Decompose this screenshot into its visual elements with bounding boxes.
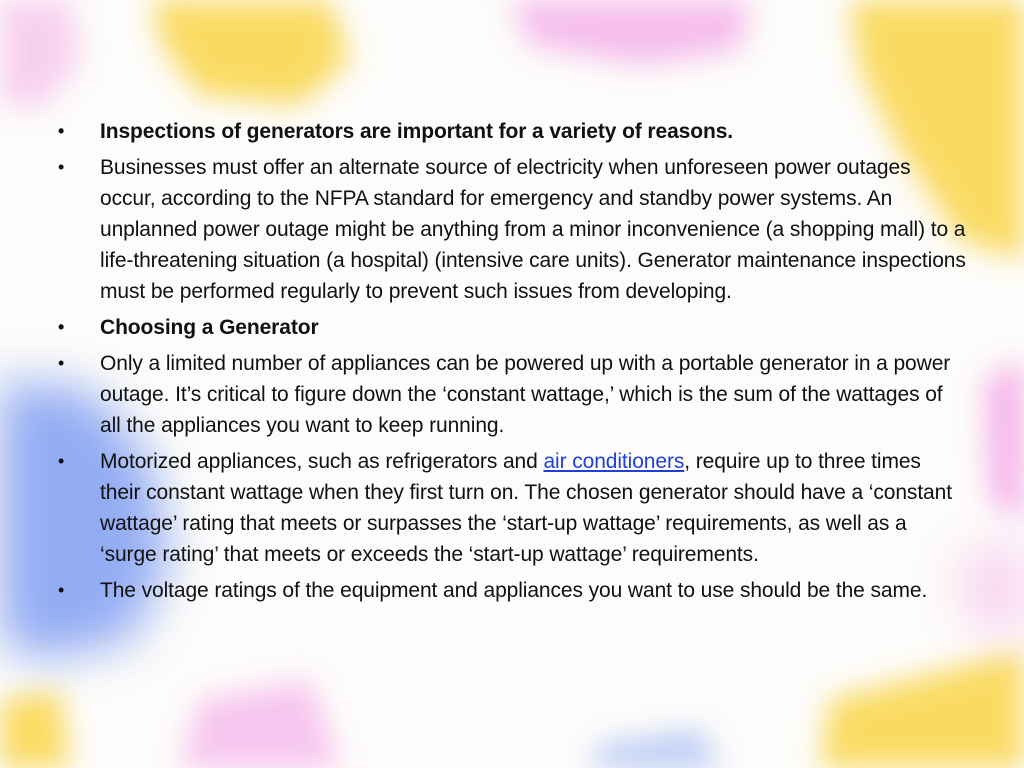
bullet-icon: • [58,317,65,337]
bullet-text-after-link: , require up to three times their constant wattage when they first turn on. The chosen generator should have a ‘constant wattage’ rating that meets or surpasses the ‘start-up wattage’ requirements, as well as a ‘surge rating’ that meets or exceeds the ‘start-up wattage’ requirements. [100,450,952,566]
bullet-item [56,152,966,307]
pink-paint-blob-bottom [180,680,340,768]
pink-paint-blob-left [0,0,80,110]
yellow-paint-blob-top [150,0,350,105]
bullet-item [56,348,966,441]
pink-paint-blob-right-soft [960,540,1024,640]
bullet-text-before-link: Motorized appliances, such as refrigerators and [100,450,544,473]
blue-paint-blob-bottom [590,730,720,768]
bullet-text: Choosing a Generator [100,316,319,339]
bullet-list [56,116,966,606]
bullet-text: Businesses must offer an alternate source of electricity when unforeseen power outages occur, according to the NFPA standard for emergency and standby power systems. An unplanned power outage might be anything from a minor inconvenience (a shopping mall) to a life-threatening situation (a hospital) (intensive care units). Generator maintenance inspections must be performed regularly to prevent such issues from developing. [100,156,966,303]
air-conditioners-link[interactable]: air conditioners [543,450,685,473]
bullet-text: The voltage ratings of the equipment and appliances you want to use should be the same. [100,579,928,602]
bullet-item [56,446,966,570]
bullet-icon: • [58,353,65,373]
pink-paint-blob-top [510,0,750,65]
pink-paint-blob-right [985,360,1024,520]
bullet-icon: • [58,580,65,600]
bullet-text: Only a limited number of appliances can be powered up with a portable generator in a power outage. It’s critical to figure down the ‘constant wattage,’ which is the sum of the wattages of all the appliances you want to keep running. [100,352,951,437]
bullet-text: Inspections of generators are important for a variety of reasons. [100,120,734,143]
yellow-paint-blob-bottom-right [820,650,1024,768]
bullet-icon: • [58,451,65,471]
bullet-item [56,312,966,343]
bullet-item [56,116,966,147]
slide-content [56,116,966,611]
bullet-icon: • [58,121,65,141]
bullet-icon: • [58,157,65,177]
bullet-item [56,575,966,606]
yellow-paint-blob-bottom-left [0,690,70,768]
